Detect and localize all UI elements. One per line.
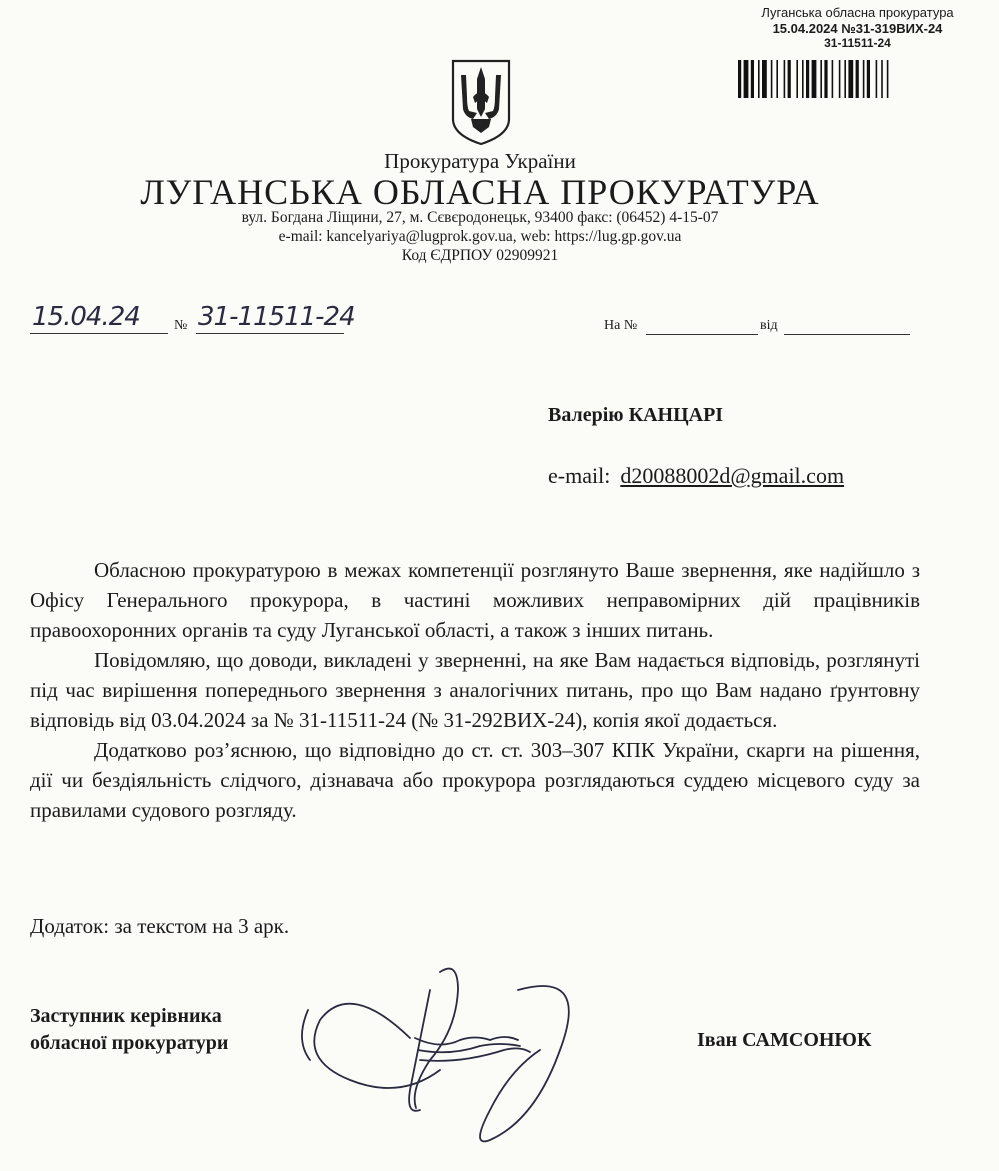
paragraph-2: Повідомляю, що доводи, викладені у зверненні, на яке Вам надається відповідь, розглянуті під час вирішення попереднього звернення з аналогічних питань, про що Вам надано ґрунтовну відповідь від 03.04.2024 за № 31-11511-24 (№ 31-292ВИХ-24), копія якої додається. [30,648,920,732]
outgoing-number: 31-11511-24 [198,302,355,332]
organization-name: ЛУГАНСЬКА ОБЛАСНА ПРОКУРАТУРА [140,172,820,212]
reply-no-label: На № [604,318,638,333]
barcode-bar [738,60,741,98]
barcode-bar [788,60,791,98]
barcode-bar [848,60,853,98]
barcode-icon [738,60,963,98]
country-office: Прокуратура України [384,149,576,173]
reply-no-field [646,334,758,335]
addressee-name: Валерію КАНЦАРІ [548,404,724,426]
addressee-email-line [548,463,844,489]
number-underline [196,333,344,334]
paragraph-3: Додатково роз’яснюю, що відповідно до ст. ст. 303–307 КПК України, скарги на рішення, дії чи бездіяльність слідчого, дізнавача або прокурора розглядаються суддею місцевого суду за правилами судового розгляду. [30,738,920,822]
reply-from-field [784,334,910,335]
stamp-office: Луганська обласна прокуратура [761,5,954,20]
outgoing-no-label: № [174,318,188,333]
date-underline [30,333,168,334]
barcode-bar [758,60,760,98]
barcode-bar [824,60,827,98]
signer-position [30,1003,228,1057]
signer-position-line-1: Заступник керівника [30,1005,222,1027]
reply-from-label: від [760,318,778,333]
barcode-bar [796,60,798,98]
barcode-bar [867,60,870,98]
paragraph-1: Обласною прокуратурою в межах компетенції розглянуто Ваше звернення, яке надійшло з Офісу Генерального прокурора, в частині можливих неправомірних дій працівників правоохоронних органів та суду Луганської області, а також з інших питань. [30,558,920,642]
barcode-bar [839,60,841,98]
organization-address: вул. Богдана Ліщини, 27, м. Сєвєродонецьк, 93400 факс: (06452) 4-15-07 [241,209,719,226]
barcode-bar [881,60,883,98]
letter-body [30,555,920,825]
barcode-bar [762,60,767,98]
barcode-bar [856,60,859,98]
barcode-bar [812,60,817,98]
barcode-bar [820,60,822,98]
handwritten-signature [290,950,590,1165]
attachment-note: Додаток: за текстом на 3 арк. [30,914,290,938]
barcode-bar [776,60,778,98]
addressee-email-link[interactable]: d20088002d@gmail.com [620,463,845,488]
barcode-bar [844,60,846,98]
signer-name: Іван САМСОНЮК [697,1029,872,1051]
barcode-bar [863,60,865,98]
barcode-bar [832,60,834,98]
stamp-case-number: 31-11511-24 [824,36,891,50]
registration-stamp [720,4,995,51]
barcode-bar [744,60,749,98]
organization-code: Код ЄДРПОУ 02909921 [401,247,559,264]
barcode-bar [771,60,773,98]
barcode-bar [887,60,889,98]
barcode-bar [802,60,804,98]
email-label: e-mail: [548,463,611,488]
organization-contacts: e-mail: kancelyariya@lugprok.gov.ua, web: https://lug.gp.gov.ua [278,228,682,245]
barcode-bar [806,60,809,98]
barcode-bar [784,60,786,98]
barcode-bar [876,60,878,98]
stamp-reg-line: 15.04.2024 №31-319ВИХ-24 [772,21,943,36]
tryzub-emblem-icon [449,57,513,147]
outgoing-date: 15.04.24 [32,302,140,332]
barcode-bar [751,60,754,98]
signer-position-line-2: обласної прокуратури [30,1032,229,1054]
